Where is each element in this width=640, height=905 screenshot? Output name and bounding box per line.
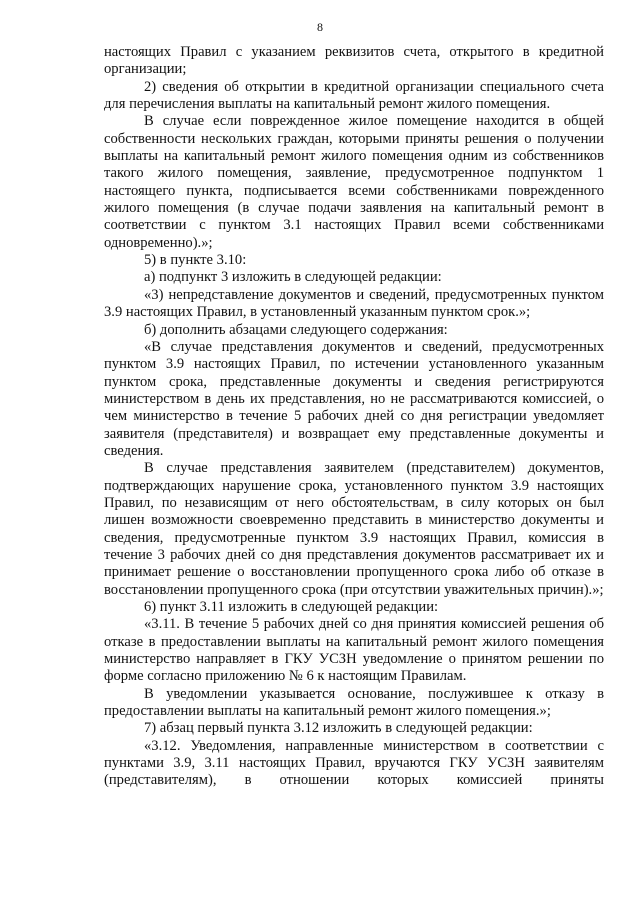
- paragraph: 2) сведения об открытии в кредитной организации специального счета для перечисления выплаты на капитальный ремонт жилого помещения.: [104, 78, 604, 113]
- paragraph: 7) абзац первый пункта 3.12 изложить в следующей редакции:: [144, 720, 533, 737]
- paragraph: В уведомлении указывается основание, послужившее к отказу в предоставлении выплаты на капитальный ремонт жилого помещения.»;: [104, 685, 604, 720]
- paragraph: а) подпункт 3 изложить в следующей редакции:: [144, 269, 442, 286]
- paragraph: В случае если поврежденное жилое помещение находится в общей собственности нескольких граждан, которыми приняты решения о получении выплаты на капитальный ремонт жилого помещения одним из собственников такого жилого помещения, заявление, предусмотренное подпунктом 1 настоящего пункта, подписывается всеми собственниками поврежденного жилого помещения (в случае подачи заявления на капитальный ремонт в соответствии с пунктом 3.1 настоящих Правил всеми собственниками одновременно).»;: [104, 113, 604, 251]
- paragraph: «В случае представления документов и сведений, предусмотренных пунктом 3.9 настоящих Правил, по истечении установленного указанным пунктом срока, представленные документы и сведения регистрируются министерством в день их представления, но не рассматриваются комиссией, о чем министерство в течение 5 рабочих дней со дня регистрации уведомляет заявителя (представителя) и возвращает ему представленные документы и сведения.: [104, 338, 604, 459]
- paragraph: 5) в пункте 3.10:: [144, 252, 247, 269]
- paragraph: настоящих Правил с указанием реквизитов счета, открытого в кредитной организации;: [104, 44, 604, 78]
- page-number: 8: [317, 20, 323, 34]
- paragraph: В случае представления заявителем (представителем) документов, подтверждающих нарушение срока, установленного пунктом 3.9 настоящих Правил, по независящим от него обстоятельствам, в силу которых он был лишен возможности своевременно представить в министерство документы и сведения, предусмотренные пунктом 3.9 настоящих Правил, комиссия в течение 3 рабочих дней со дня представления документов рассматривает их и принимает решение о восстановлении пропущенного срока либо об отказе в восстановлении пропущенного срока (при отсутствии уважительных причин).»;: [104, 460, 604, 598]
- document-body: [104, 44, 604, 790]
- paragraph: б) дополнить абзацами следующего содержания:: [144, 321, 448, 338]
- paragraph: 6) пункт 3.11 изложить в следующей редакции:: [144, 599, 439, 615]
- paragraph: «3.11. В течение 5 рабочих дней со дня принятия комиссией решения об отказе в предоставлении выплаты на капитальный ремонт жилого помещения министерство направляет в ГКУ УСЗН уведомление о принятом решении по форме согласно приложению № 6 к настоящим Правилам.: [104, 616, 604, 685]
- paragraph: «3.12. Уведомления, направленные министерством в соответствии с пунктами 3.9, 3.11 настоящих Правил, вручаются ГКУ УСЗН заявителям (представителям), в отношении которых комиссией приняты: [104, 737, 604, 789]
- paragraph: «3) непредставление документов и сведений, предусмотренных пунктом 3.9 настоящих Правил, в установленный указанным пунктом срок.»;: [104, 286, 604, 321]
